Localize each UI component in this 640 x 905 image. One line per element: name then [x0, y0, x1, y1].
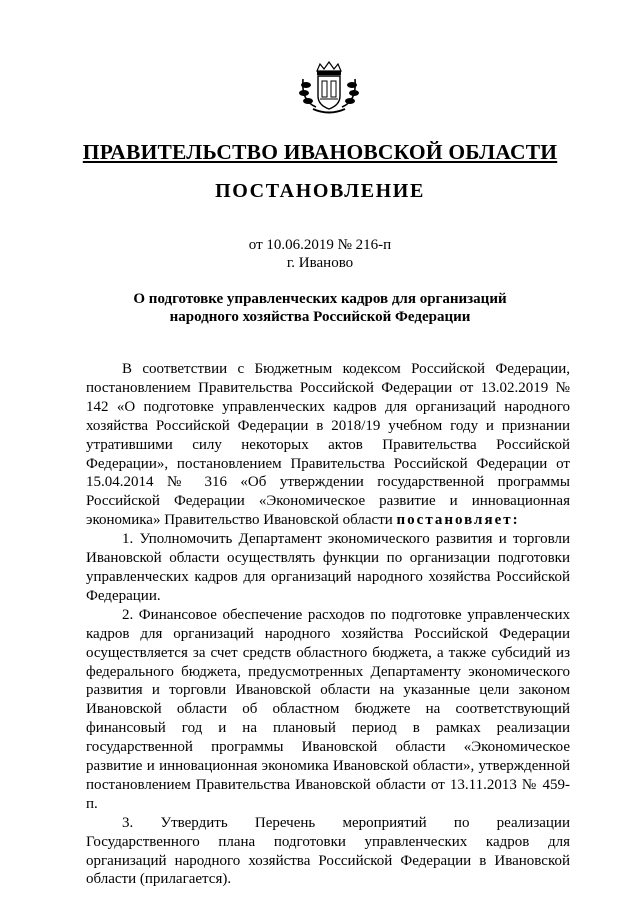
document-date-number: от 10.06.2019 № 216-п: [248, 237, 392, 253]
document-title: [0, 290, 640, 326]
item-2-paragraph: 2. Финансовое обеспечение расходов по подготовке управленческих кадров для организаций народного хозяйства Российской Федерации осуществляется за счет средств областного бюджета, а также субсидий из федерального бюджета, предусмотренных Департаменту экономического развития и торговли Ивановской области на указанные цели законом Ивановской области об областном бюджете на соответствующий финансовый год и на плановый период в рамках реализации государственной программы Ивановской области «Экономическое развитие и инновационная экономика Ивановской области», утвержденной постановлением Правительства Ивановской области от 13.11.2013 № 459-п.: [86, 606, 570, 812]
ivanovo-coat-of-arms-icon: [289, 61, 369, 117]
organization-name: ПРАВИТЕЛЬСТВО ИВАНОВСКОЙ ОБЛАСТИ: [82, 140, 558, 164]
resolve-word: постановляет:: [396, 512, 520, 529]
title-line-2: народного хозяйства Российской Федерации: [169, 309, 471, 325]
document-type: ПОСТАНОВЛЕНИЕ: [215, 180, 425, 202]
document-city: г. Иваново: [286, 255, 354, 271]
preamble-text: В соответствии с Бюджетным кодексом Российской Федерации, постановлением Правительства Российской Федерации от 13.02.2019 № 142 «О подготовке управленческих кадров для организаций народного хозяйства Российской Федерации в 2018/19 учебном году и признании утратившими силу некоторых актов Правительства Российской Федерации», постановлением Правительства Российской Федерации от 15.04.2014 № 316 «Об утверждении государственной программы Российской Федерации «Экономическое развитие и инновационная экономика» Правительство Ивановской области: [86, 361, 570, 529]
item-1-paragraph: 1. Уполномочить Департамент экономического развития и торговли Ивановской области осуществлять функции по организации подготовки управленческих кадров для организаций народного хозяйства Российской Федерации.: [86, 531, 570, 604]
preamble-paragraph: [86, 360, 570, 530]
title-line-1: О подготовке управленческих кадров для организаций: [133, 291, 507, 307]
document-body: [86, 360, 570, 889]
item-3-paragraph: 3. Утвердить Перечень мероприятий по реализации Государственного плана подготовки управленческих кадров для организаций народного хозяйства Российской Федерации в Ивановской области (прилагается).: [86, 814, 570, 888]
